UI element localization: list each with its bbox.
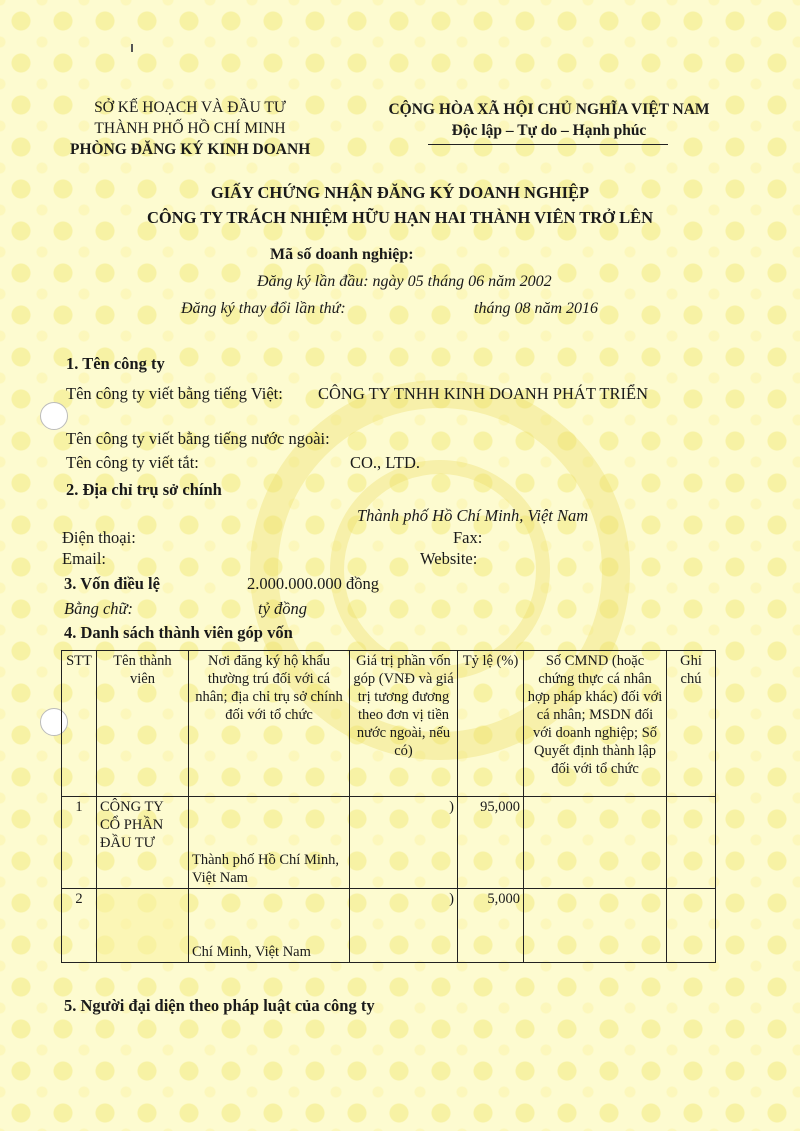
col-header-ratio: Tỷ lệ (%) <box>458 651 524 797</box>
short-name-label: Tên công ty viết tắt: <box>66 453 199 472</box>
table-row <box>62 797 716 889</box>
change-registration-label: Đăng ký thay đổi lần thứ: <box>181 300 346 317</box>
col-header-address: Nơi đăng ký hộ khẩu thường trú đối với cá nhân; địa chỉ trụ sở chính đối với tổ chức <box>189 651 350 797</box>
section-3-heading: 3. Vốn điều lệ <box>64 574 160 593</box>
first-registration: Đăng ký lần đầu: ngày 05 tháng 06 năm 2002 <box>257 273 552 290</box>
agency-line-1: SỞ KẾ HOẠCH VÀ ĐẦU TƯ <box>94 99 286 116</box>
row-id-number <box>524 797 667 889</box>
watermark-emblem-inner <box>330 460 550 680</box>
motto-underline <box>428 144 668 145</box>
section-4-heading: 4. Danh sách thành viên góp vốn <box>64 623 293 642</box>
section-2-heading: 2. Địa chỉ trụ sở chính <box>66 480 222 499</box>
agency-line-3: PHÒNG ĐĂNG KÝ KINH DOANH <box>70 141 311 158</box>
phone-label: Điện thoại: <box>62 528 136 547</box>
col-header-note: Ghi chú <box>667 651 716 797</box>
website-label: Website: <box>420 549 478 568</box>
col-header-capital: Giá trị phần vốn góp (VNĐ và giá trị tương đương theo đơn vị tiền nước ngoài, nếu có) <box>350 651 458 797</box>
vn-name-value: CÔNG TY TNHH KINH DOANH PHÁT TRIỂN <box>318 384 648 403</box>
row-id-number <box>524 889 667 963</box>
scan-mark <box>131 44 133 52</box>
national-heading <box>374 99 724 141</box>
row-note <box>667 797 716 889</box>
row-address: Thành phố Hồ Chí Minh, Việt Nam <box>189 797 350 889</box>
members-table <box>61 650 716 963</box>
table-header-row <box>62 651 716 797</box>
issuing-agency <box>70 97 310 160</box>
punch-hole <box>40 402 68 430</box>
section-5-heading: 5. Người đại diện theo pháp luật của công ty <box>64 996 375 1015</box>
row-note <box>667 889 716 963</box>
row-capital: ) <box>350 797 458 889</box>
row-stt: 2 <box>62 889 97 963</box>
country-name: CỘNG HÒA XÃ HỘI CHỦ NGHĨA VIỆT NAM <box>388 101 710 118</box>
company-type-title: CÔNG TY TRÁCH NHIỆM HỮU HẠN HAI THÀNH VIÊN TRỞ LÊN <box>146 208 654 227</box>
col-header-stt: STT <box>62 651 97 797</box>
section-1-heading: 1. Tên công ty <box>66 354 165 373</box>
row-member-name <box>97 889 189 963</box>
head-office-address: Thành phố Hồ Chí Minh, Việt Nam <box>357 506 589 525</box>
row-stt: 1 <box>62 797 97 889</box>
foreign-name-label: Tên công ty viết bằng tiếng nước ngoài: <box>66 429 330 448</box>
short-name-value: CO., LTD. <box>350 453 420 472</box>
row-address: Chí Minh, Việt Nam <box>189 889 350 963</box>
email-label: Email: <box>62 549 106 568</box>
table-row <box>62 889 716 963</box>
row-ratio: 5,000 <box>458 889 524 963</box>
charter-capital-value: 2.000.000.000 đồng <box>247 574 379 593</box>
change-registration-date: tháng 08 năm 2016 <box>474 300 598 317</box>
national-motto: Độc lập – Tự do – Hạnh phúc <box>451 122 647 139</box>
row-ratio: 95,000 <box>458 797 524 889</box>
row-member-name: CÔNG TY CỔ PHẦN ĐẦU TƯ <box>97 797 189 889</box>
vn-name-label: Tên công ty viết bằng tiếng Việt: <box>66 384 283 403</box>
capital-in-words-value: tỷ đồng <box>258 599 308 618</box>
col-header-id-number: Số CMND (hoặc chứng thực cá nhân hợp pháp khác) đối với cá nhân; MSDN đối với doanh nghiệp; Số Quyết định thành lập đối với tổ chức <box>524 651 667 797</box>
fax-label: Fax: <box>453 528 483 547</box>
row-capital: ) <box>350 889 458 963</box>
col-header-member-name: Tên thành viên <box>97 651 189 797</box>
certificate-title: GIẤY CHỨNG NHẬN ĐĂNG KÝ DOANH NGHIỆP <box>210 183 590 202</box>
capital-in-words-label: Bằng chữ: <box>64 599 134 618</box>
agency-line-2: THÀNH PHỐ HỒ CHÍ MINH <box>94 120 286 137</box>
business-code-label: Mã số doanh nghiệp: <box>270 246 414 263</box>
